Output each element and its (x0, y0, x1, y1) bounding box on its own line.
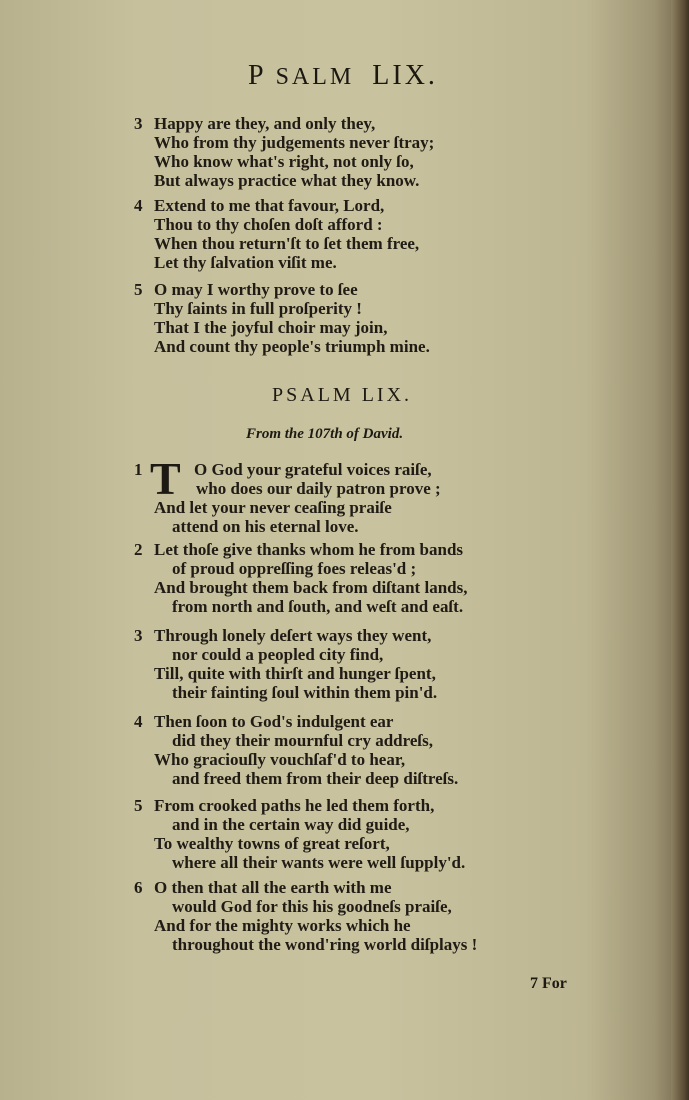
catchword: 7 For (530, 975, 567, 992)
verse-line: From crooked paths he led them forth, (154, 796, 435, 815)
verse-line: Who graciouſly vouchſaf'd to hear, (154, 750, 406, 769)
stanza-6 (134, 878, 574, 954)
verse-line: Who know what's right, not only ſo, (154, 152, 414, 171)
stanza-number: 3 (134, 114, 143, 133)
verse-line: Extend to me that favour, Lord, (154, 196, 385, 215)
stanza-number: 5 (134, 280, 143, 299)
stanza-number: 3 (134, 626, 143, 645)
verse-line: And let your never ceaſing praiſe (154, 498, 392, 517)
verse-line: And count thy people's triumph mine. (154, 337, 430, 356)
stanza-4 (134, 712, 574, 788)
stanza-top-4 (134, 196, 574, 272)
running-head-word: SALM (275, 64, 355, 90)
running-head-initial: P (248, 60, 267, 91)
drop-cap: T (150, 453, 181, 504)
verse-line: Let thy ſalvation viſit me. (154, 253, 337, 272)
psalm-subheading: From the 107th of David. (246, 426, 404, 442)
verse-line: of proud oppreſſing foes releas'd ; (172, 559, 417, 578)
verse-line: and in the certain way did guide, (172, 815, 410, 834)
verse-line: Then ſoon to God's indulgent ear (154, 712, 394, 731)
verse-line: throughout the wond'ring world diſplays ! (172, 935, 478, 954)
verse-line: Let thoſe give thanks whom he from bands (154, 540, 464, 559)
verse-line: did they their mournful cry addreſs, (172, 731, 433, 750)
stanza-number: 1 (134, 460, 143, 479)
running-head (248, 60, 508, 92)
verse-line: and freed them from their deep diſtreſs. (172, 769, 459, 788)
stanza-1 (134, 460, 574, 536)
verse-line: And brought them back from diſtant lands, (154, 578, 468, 597)
verse-line: Thou to thy choſen doſt afford : (154, 215, 383, 234)
verse-line: who does our daily patron prove ; (196, 479, 441, 498)
stanza-5 (134, 796, 574, 872)
verse-line: their fainting ſoul within them pin'd. (172, 683, 438, 702)
stanza-3 (134, 626, 574, 702)
psalm-heading: PSALM LIX. (272, 384, 413, 406)
stanza-number: 4 (134, 196, 143, 215)
stanza-top-3 (134, 114, 574, 190)
verse-line: attend on his eternal love. (172, 517, 359, 536)
verse-line: But always practice what they know. (154, 171, 420, 190)
verse-line: would God for this his goodneſs praiſe, (172, 897, 452, 916)
verse-line: Till, quite with thirſt and hunger ſpent, (154, 664, 436, 683)
verse-line: where all their wants were well ſupply'd. (172, 853, 466, 872)
verse-line: from north and ſouth, and weſt and eaſt. (172, 597, 464, 616)
stanza-2 (134, 540, 574, 616)
stanza-number: 4 (134, 712, 143, 731)
verse-line: When thou return'ſt to ſet them free, (154, 234, 420, 253)
verse-line: Happy are they, and only they, (154, 114, 376, 133)
verse-line: O may I worthy prove to ſee (154, 280, 358, 299)
book-spine-shadow (671, 0, 689, 1100)
verse-line: And for the mighty works which he (154, 916, 411, 935)
stanza-number: 6 (134, 878, 143, 897)
verse-line: That I the joyful choir may join, (154, 318, 388, 337)
verse-line: Thy ſaints in full proſperity ! (154, 299, 362, 318)
verse-line: O God your grateful voices raiſe, (194, 460, 432, 479)
verse-line: O then that all the earth with me (154, 878, 392, 897)
stanza-number: 2 (134, 540, 143, 559)
verse-line: Through lonely deſert ways they went, (154, 626, 432, 645)
verse-line: To wealthy towns of great reſort, (154, 834, 390, 853)
verse-line: nor could a peopled city find, (172, 645, 384, 664)
stanza-top-5 (134, 280, 574, 356)
verse-line: Who from thy judgements never ſtray; (154, 133, 435, 152)
stanza-number: 5 (134, 796, 143, 815)
running-head-number: LIX. (372, 60, 438, 91)
